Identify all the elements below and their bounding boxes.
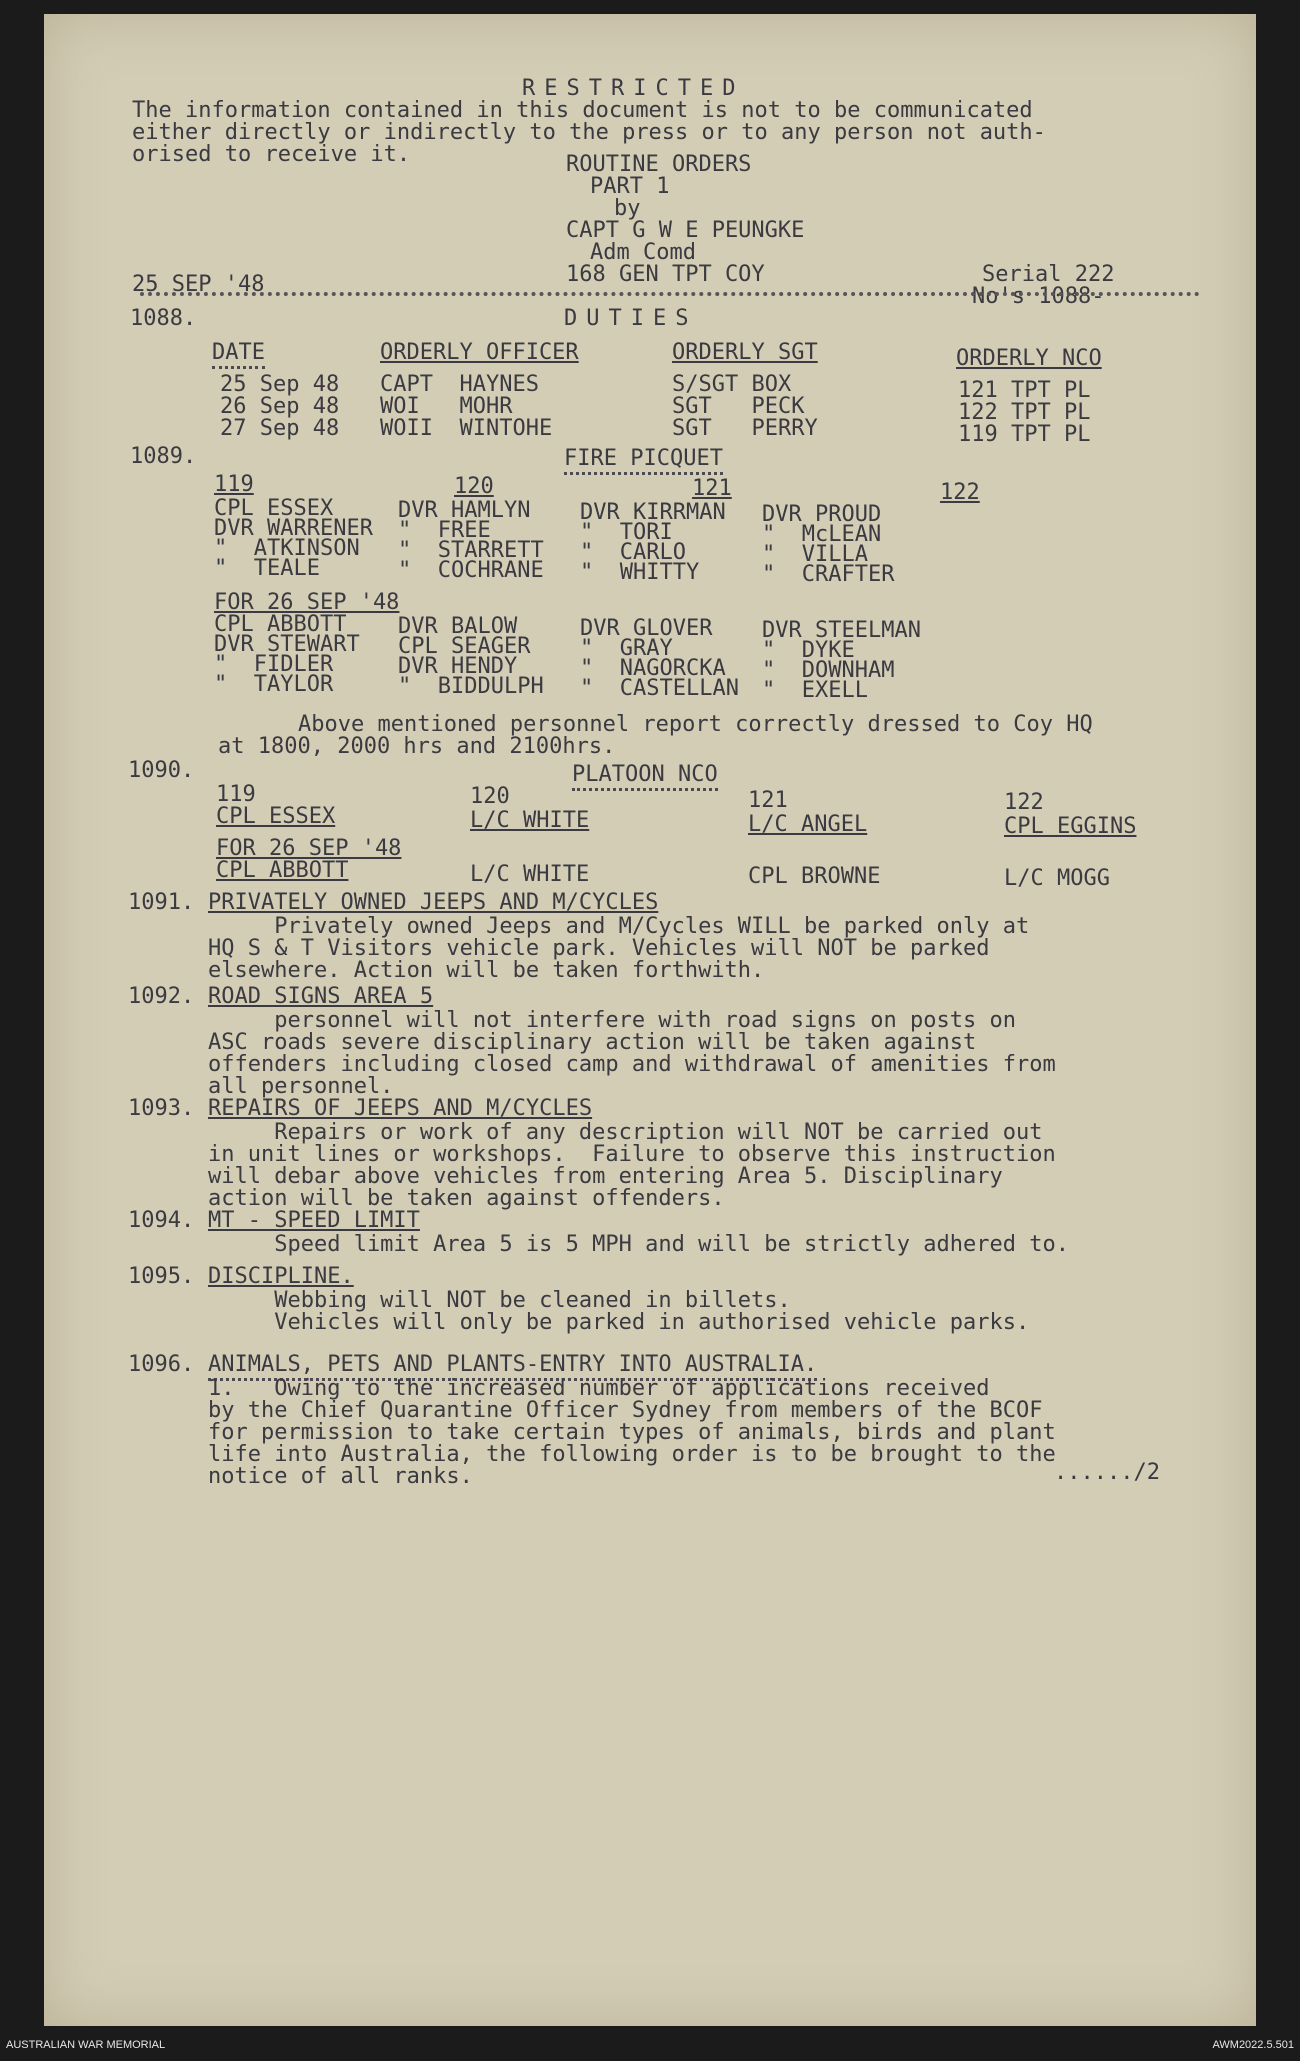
order-number-1088: 1088. — [130, 306, 197, 331]
col-date: DATE — [212, 342, 265, 369]
fire-group-119: 119 — [214, 472, 254, 497]
platoon-group-119: 119 — [216, 782, 256, 807]
order-text-line: for permission to take certain types of animals, birds and plant — [208, 1420, 1056, 1445]
duties-heading: DUTIES — [564, 306, 698, 331]
fire-picquet-name: CPL ESSEX — [214, 496, 334, 521]
order-heading: PRIVATELY OWNED JEEPS AND M/CYCLES — [208, 890, 659, 915]
title-commander: CAPT G W E PEUNGKE — [566, 218, 805, 243]
fire-group-122: 122 — [940, 480, 980, 505]
fire-picquet-name: " CRAFTER — [762, 562, 895, 587]
notice-line-2: either directly or indirectly to the press or to any person not auth- — [132, 120, 1046, 145]
continuation-marker: ....../2 — [1054, 1460, 1160, 1485]
platoon-group-120: 120 — [470, 784, 510, 809]
fire-note-line-2: at 1800, 2000 hrs and 2100hrs. — [218, 734, 616, 759]
fire-picquet-name: " TEALE — [214, 556, 320, 581]
order-heading: DISCIPLINE. — [208, 1264, 354, 1289]
fire-picquet-name: DVR KIRRMAN — [580, 500, 726, 525]
order-text-line: Webbing will NOT be cleaned in billets. — [208, 1288, 791, 1313]
duty-row-2-officer: WOI MOHR — [380, 394, 513, 419]
fire-picquet-name: " TAYLOR — [214, 672, 334, 697]
fire-note-line-1: Above mentioned personnel report correctly dressed to Coy HQ — [298, 712, 1093, 737]
platoon-for-date: FOR 26 SEP '48 — [216, 836, 402, 861]
fire-picquet-name: " FREE — [398, 518, 491, 543]
fire-picquet-name: DVR WARRENER — [214, 516, 373, 541]
order-text-line: notice of all ranks. — [208, 1464, 473, 1489]
order-text-line: in unit lines or workshops. Failure to observe this instruction — [208, 1142, 1056, 1167]
fire-picquet-name: " BIDDULPH — [398, 674, 544, 699]
fire-picquet-name: DVR PROUD — [762, 502, 882, 527]
order-text-line: personnel will not interfere with road signs on posts on — [208, 1008, 1016, 1033]
fire-picquet-name: " McLEAN — [762, 522, 882, 547]
duty-row-2-date: 26 Sep 48 — [220, 394, 340, 419]
order-text-line: 1. Owing to the increased number of applications received — [208, 1376, 990, 1401]
order-heading: REPAIRS OF JEEPS AND M/CYCLES — [208, 1096, 593, 1121]
separator-line — [140, 292, 1200, 296]
platoon-nco-122: CPL EGGINS — [1004, 814, 1137, 839]
notice-line-1: The information contained in this document is not to be communicated — [132, 98, 1033, 123]
title-by: by — [614, 196, 641, 221]
duty-row-1-officer: CAPT HAYNES — [380, 372, 539, 397]
document-page — [44, 14, 1256, 2026]
order-text-line: all personnel. — [208, 1074, 394, 1099]
fire-picquet-name: " VILLA — [762, 542, 868, 567]
fire-picquet-name: DVR STEELMAN — [762, 618, 921, 643]
fire-picquet-name: " CARLO — [580, 540, 686, 565]
col-orderly-nco: ORDERLY NCO — [956, 346, 1102, 371]
order-number-1090: 1090. — [128, 758, 195, 783]
notice-line-3: orised to receive it. — [132, 142, 411, 167]
fire-picquet-heading: FIRE PICQUET — [564, 448, 723, 475]
col-orderly-sgt: ORDERLY SGT — [672, 340, 818, 365]
fire-for-date: FOR 26 SEP '48 — [214, 590, 400, 615]
platoon-nco2-122: L/C MOGG — [1004, 866, 1110, 891]
fire-picquet-name: DVR HAMLYN — [398, 498, 531, 523]
duty-row-1-sgt: S/SGT BOX — [672, 372, 792, 397]
order-numbers: No's 1088- — [972, 284, 1105, 309]
title-routine-orders: ROUTINE ORDERS — [566, 152, 752, 177]
fire-picquet-name: " TORI — [580, 520, 673, 545]
duty-row-1-date: 25 Sep 48 — [220, 372, 340, 397]
platoon-nco-119: CPL ESSEX — [216, 804, 336, 829]
duty-row-2-sgt: SGT PECK — [672, 394, 805, 419]
fire-picquet-name: " STARRETT — [398, 538, 544, 563]
fire-picquet-name: " EXELL — [762, 678, 868, 703]
title-part: PART 1 — [590, 174, 670, 199]
order-text-line: will debar above vehicles from entering Area 5. Disciplinary — [208, 1164, 1003, 1189]
order-text-line: HQ S & T Visitors vehicle park. Vehicles will NOT be parked — [208, 936, 990, 961]
order-text-line: life into Australia, the following order is to be brought to the — [208, 1442, 1056, 1467]
order-number: 1096. — [128, 1352, 195, 1377]
fire-group-120: 120 — [454, 474, 494, 499]
duty-row-2-nco: 122 TPT PL — [958, 400, 1091, 425]
order-number: 1091. — [128, 890, 195, 915]
order-text-line: Speed limit Area 5 is 5 MPH and will be strictly adhered to. — [208, 1232, 1069, 1257]
fire-picquet-name: " GRAY — [580, 636, 673, 661]
order-text-line: elsewhere. Action will be taken forthwith. — [208, 958, 765, 983]
platoon-group-122: 122 — [1004, 790, 1044, 815]
order-text-line: offenders including closed camp and withdrawal of amenities from — [208, 1052, 1056, 1077]
duty-row-1-nco: 121 TPT PL — [958, 378, 1091, 403]
order-text-line: Privately owned Jeeps and M/Cycles WILL be parked only at — [208, 914, 1030, 939]
fire-picquet-name: " ATKINSON — [214, 536, 360, 561]
unit-name: 168 GEN TPT COY — [566, 262, 765, 287]
classification-heading: RESTRICTED — [522, 76, 745, 101]
fire-picquet-name: DVR HENDY — [398, 654, 518, 679]
order-number: 1095. — [128, 1264, 195, 1289]
platoon-group-121: 121 — [748, 788, 788, 813]
fire-picquet-name: CPL ABBOTT — [214, 612, 347, 637]
order-text-line: Repairs or work of any description will NOT be carried out — [208, 1120, 1043, 1145]
footer-left: AUSTRALIAN WAR MEMORIAL — [6, 2039, 166, 2051]
duty-row-3-date: 27 Sep 48 — [220, 416, 340, 441]
order-number: 1093. — [128, 1096, 195, 1121]
platoon-nco2-121: CPL BROWNE — [748, 864, 881, 889]
fire-picquet-name: " WHITTY — [580, 560, 700, 585]
order-heading: ROAD SIGNS AREA 5 — [208, 984, 434, 1009]
serial-number: Serial 222 — [982, 262, 1115, 287]
fire-picquet-name: " CASTELLAN — [580, 676, 739, 701]
fire-picquet-name: " COCHRANE — [398, 558, 544, 583]
platoon-nco2-119: CPL ABBOTT — [216, 858, 349, 883]
fire-picquet-name: " DYKE — [762, 638, 855, 663]
order-text-line: by the Chief Quarantine Officer Sydney from members of the BCOF — [208, 1398, 1043, 1423]
order-number-1089: 1089. — [130, 444, 197, 469]
duty-row-3-sgt: SGT PERRY — [672, 416, 818, 441]
fire-picquet-name: " NAGORCKA — [580, 656, 726, 681]
fire-picquet-name: DVR STEWART — [214, 632, 360, 657]
order-heading: MT - SPEED LIMIT — [208, 1208, 420, 1233]
order-number: 1092. — [128, 984, 195, 1009]
order-text-line: Vehicles will only be parked in authorised vehicle parks. — [208, 1310, 1030, 1335]
fire-picquet-name: DVR GLOVER — [580, 616, 713, 641]
fire-group-121: 121 — [692, 476, 732, 501]
fire-picquet-name: DVR BALOW — [398, 614, 518, 639]
col-orderly-officer: ORDERLY OFFICER — [380, 340, 579, 365]
platoon-nco-heading: PLATOON NCO — [572, 764, 718, 791]
order-number: 1094. — [128, 1208, 195, 1233]
order-text-line: ASC roads severe disciplinary action will be taken against — [208, 1030, 977, 1055]
order-date: 25 SEP '48 — [132, 272, 265, 297]
duty-row-3-officer: WOII WINTOHE — [380, 416, 553, 441]
title-adm-comd: Adm Comd — [590, 240, 696, 265]
order-text-line: action will be taken against offenders. — [208, 1186, 725, 1211]
fire-picquet-name: " FIDLER — [214, 652, 334, 677]
platoon-nco-120: L/C WHITE — [470, 808, 590, 833]
fire-picquet-name: CPL SEAGER — [398, 634, 531, 659]
order-heading: ANIMALS, PETS AND PLANTS-ENTRY INTO AUSTRALIA. — [208, 1354, 817, 1381]
duty-row-3-nco: 119 TPT PL — [958, 422, 1091, 447]
platoon-nco-121: L/C ANGEL — [748, 812, 868, 837]
platoon-nco2-120: L/C WHITE — [470, 862, 590, 887]
fire-picquet-name: " DOWNHAM — [762, 658, 895, 683]
footer-right: AWM2022.5.501 — [1212, 2039, 1294, 2051]
